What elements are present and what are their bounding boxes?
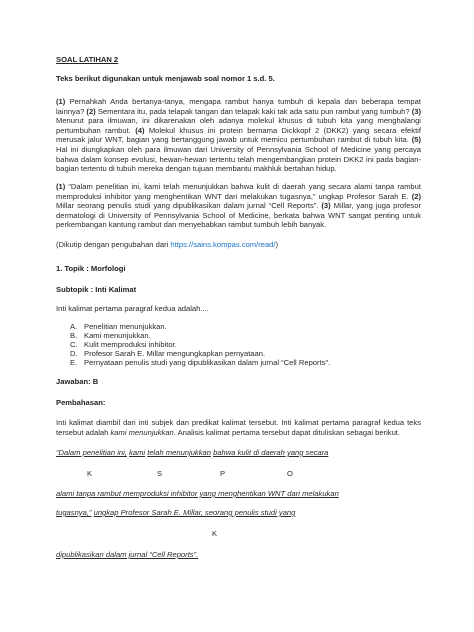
- keterangan-segment: “Dalam penelitian ini,: [56, 448, 127, 457]
- option-e: E. Pernyataan penulis studi yang dipublikasikan dalam jurnal “Cell Reports”.: [70, 358, 331, 367]
- spo-p-label: P: [220, 469, 226, 478]
- question-text: Inti kalimat pertama paragraf kedua adalah....: [56, 304, 209, 313]
- sentence-2: Sementara itu, pada telapak tangan dan telapak kaki tak ada satu pun rambut yang tumbuh?: [97, 106, 410, 116]
- objek-segment: bahwa kulit di daerah yang secara: [213, 448, 329, 457]
- sentence-number: (1): [56, 182, 66, 191]
- sentence-4: Molekul khusus ini protein bernama Dickkopf 2 (DKK2) yang secara efektif merusak jalur WNT, bagian yang bertanggung jawab untuk memicu pertumbuhan rambut di tubuh kita.: [56, 125, 421, 145]
- discussion-heading: Pembahasan:: [56, 398, 106, 407]
- subjek-segment: kami: [129, 448, 146, 457]
- source-citation: [56, 240, 421, 250]
- source-link[interactable]: https://sains.kompas.com/read/: [170, 240, 276, 249]
- sentence-5: Hal ini diungkapkan oleh para ilmuwan dari University of Pennsylvania School of Medicine yang percaya bahwa dalam konsep evolusi, hewan-hewan tertentu telah mengembangkan protein DKK2 ini pada bagian-bagian tertentu di tubuh mereka dengan tujuan membantu makhluk bertahan hidup.: [56, 144, 421, 174]
- option-a: A. Penelitian menunjukkan.: [70, 322, 167, 331]
- answer-label: Jawaban: B: [56, 377, 99, 386]
- analysis-line-4: dipublikasikan dalam jurnal “Cell Reports”.: [56, 550, 199, 559]
- sentence-number: (3): [411, 106, 421, 116]
- intro-heading: Teks berikut digunakan untuk menjawab soal nomor 1 s.d. 5.: [56, 74, 275, 83]
- analysis-line-2: alami tanpa rambut memproduksi inhibitor yang menghentikan WNT dari melakukan: [56, 489, 339, 498]
- spo-s-label: S: [157, 469, 163, 478]
- sentence-number: (4): [135, 125, 145, 135]
- sentence-number: (1): [56, 97, 66, 106]
- spo-k-label: K: [87, 469, 93, 478]
- spo-k-label-2: K: [212, 529, 218, 538]
- sentence-3: Millar, yang juga profesor dermatologi di University of Pennsylvania School of Medicine, berkata bahwa WNT sangat penting untuk perkembangan kantung rambut dan menyebabkan rambut tumbuh lebih banyak.: [56, 201, 421, 230]
- paragraph-2: [56, 182, 421, 230]
- sentence-3: Menurut para ilmuwan, ini dikarenakan oleh adanya molekul khusus di tubuh kita yang menghalangi pertumbuhan rambut.: [56, 116, 421, 135]
- sentence-1: Pernahkah Anda bertanya-tanya, mengapa rambut hanya tumbuh di kepala dan beberapa tempat lainnya?: [56, 97, 421, 116]
- sentence-number: (3): [321, 201, 331, 211]
- sentence-number: (2): [411, 191, 421, 201]
- predikat-segment: telah menunjukkan: [147, 448, 211, 457]
- topic-heading: 1. Topik : Morfologi: [56, 264, 126, 273]
- paragraph-1: [56, 97, 421, 174]
- discussion-italic: kami menunjukkan: [110, 427, 174, 437]
- option-b: B. Kami menunjukkan.: [70, 331, 151, 340]
- sentence-2: Millar seorang penulis studi yang dipublikasikan dalam jurnal “Cell Reports”.: [56, 201, 319, 211]
- spo-o-label: O: [287, 469, 293, 478]
- option-c: C. Kulit memproduksi inhibitor.: [70, 340, 177, 349]
- sentence-1: “Dalam penelitian ini, kami telah menunjukkan bahwa kulit di daerah yang secara alami tanpa rambut memproduksi inhibitor yang menghentikan WNT dari melakukan tugasnya,” ungkap Profesor Sarah E.: [56, 182, 421, 201]
- source-suffix: ): [275, 240, 279, 249]
- sentence-number: (2): [86, 106, 96, 116]
- sentence-number: (5): [411, 135, 421, 145]
- analysis-line-3: tugasnya,” ungkap Profesor Sarah E. Millar, seorang penulis studi yang: [56, 508, 296, 517]
- subtopic-heading: Subtopik : Inti Kalimat: [56, 285, 137, 294]
- option-d: D. Profesor Sarah E. Millar mengungkapkan pernyataan.: [70, 349, 266, 358]
- analysis-line-1: [56, 448, 421, 458]
- discussion-text: Inti kalimat diambil dari inti subjek dan predikat kalimat tersebut. Inti kalimat pertama paragraf kedua teks tersebut adalah kami menunjukkan. Analisis kalimat pertama tersebut dapat dituliskan sebagai berikut.: [56, 418, 421, 437]
- source-prefix: (Dikutip dengan pengubahan dari: [56, 240, 171, 249]
- page-title: SOAL LATIHAN 2: [56, 55, 119, 64]
